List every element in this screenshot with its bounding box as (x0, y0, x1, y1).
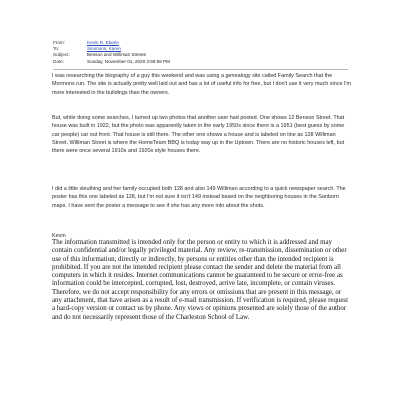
subject-value: Benson and Williman Streets (87, 52, 146, 58)
from-label: From: (53, 40, 65, 45)
body-paragraph-1: I was researching the biography of a guy this weekend and was using a genealogy site called Family Search that the Mormons run. The site is actually pretty well laid out and has a lot of useful info for free, but I don't use it very much since I'm more interested in the buildings than the owners. (52, 73, 352, 96)
from-value-link[interactable]: Kevin R. Eberle (87, 40, 119, 45)
date-label: Date: (53, 58, 64, 64)
body-paragraph-2: But, while doing some searches, I turned up two photos that another user had posted. One shows 12 Benson Street. That house was built in 1922, but the photo was apparently taken in the early 1950s since there is a 1951 (best guess by some car people) car out front. That house is still there. The other one shows a house and is labeled on line as 128 Williman Street. Williman Street is where the HomeTeam BBQ is today way up in the Uptown. There are no historic houses left, but there were once several 1910s and 1920s style houses there. (52, 115, 345, 155)
to-value-link[interactable]: Simmons, Karen (87, 46, 121, 52)
legal-disclaimer: The information transmitted is intended only for the person or entity to which it is addressed and may contain confidential and/or legally privileged material. Any review, re-transmission, dissemination or other use of this information, directly or indirectly, by persons or entities other than the intended recipient is prohibited. If you are not the intended recipient please contact the sender and delete the material from all computers in which it resides. Internet communications cannot be guaranteed to be secure or error-free as information could be intercepted, corrupted, lost, destroyed, arrive late, incomplete, or contain viruses. Therefore, we do not accept responsibility for any errors or omissions that are present in this message, or any attachment, that have arisen as a result of e-mail transmission. If verification is required, please request a hard-copy version or contact us by phone. Any views or opinions presented are solely those of the author and do not necessarily represent those of the Charleston School of Law. (52, 239, 348, 321)
header-divider (53, 69, 348, 70)
to-label: To: (53, 46, 60, 52)
date-value: Sunday, November 01, 2020 3:59:59 PM (87, 58, 170, 64)
signature: Kevin (52, 233, 66, 239)
email-header (53, 40, 170, 65)
body-paragraph-3: I did a little sleuthing and her family occupied both 128 and also 149 Williman according to a quick newspaper search. The poster has this one labeled as 128, but I'm not sure it isn't 149 instead based on the neighboring houses in the Sanborn maps. I have sent the poster a message to see if she has any more info about the shots. (52, 186, 346, 209)
subject-label: Subject: (53, 52, 70, 58)
date-row (53, 59, 170, 65)
